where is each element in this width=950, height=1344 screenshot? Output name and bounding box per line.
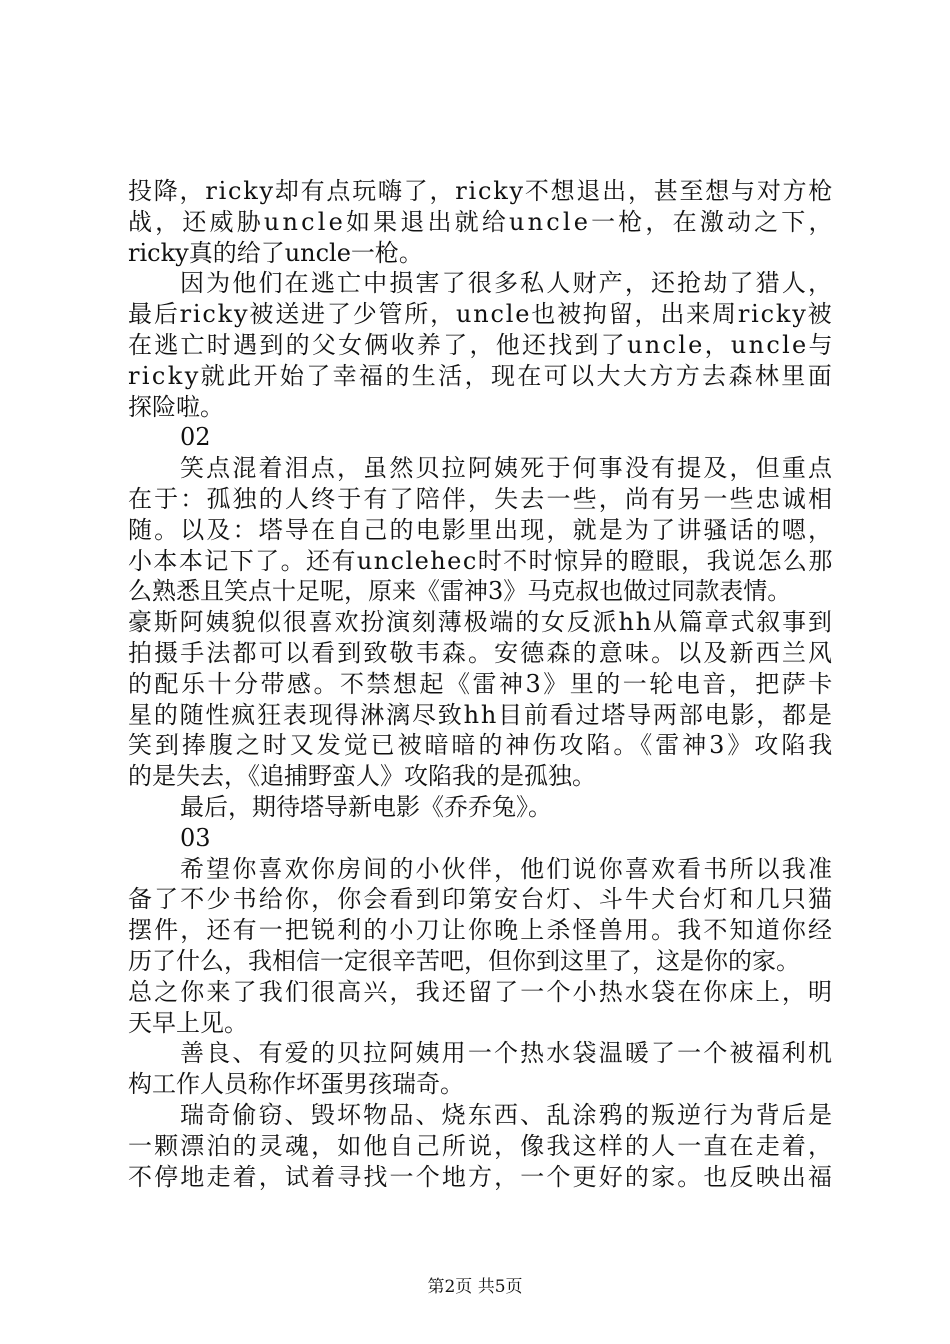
text-line: 希望你喜欢你房间的小伙伴，他们说你喜欢看书所以我准 [180, 854, 835, 883]
text-line: 构工作人员称作坏蛋男孩瑞奇。 [128, 1070, 464, 1099]
text-line: 么熟悉且笑点十足呢，原来《雷神3》马克叔也做过同款表情。 [128, 577, 792, 606]
text-line: 02 [180, 423, 211, 452]
text-line: 战，还威胁uncle如果退出就给uncle一枪，在激动之下， [128, 207, 836, 236]
text-line: 拍摄手法都可以看到致敬韦森。安德森的意味。以及新西兰风 [128, 638, 835, 667]
text-line: 最后，期待塔导新电影《乔乔兔》。 [180, 792, 552, 821]
text-line: 瑞奇偷窃、毁坏物品、烧东西、乱涂鸦的叛逆行为背后是 [180, 1100, 835, 1129]
text-line: 探险啦。 [128, 392, 224, 421]
text-line: 在于：孤独的人终于有了陪伴，失去一些，尚有另一些忠诚相 [128, 484, 835, 513]
text-line: ricky就此开始了幸福的生活，现在可以大大方方去森林里面 [128, 361, 835, 390]
text-line: 在逃亡时遇到的父女俩收养了，他还找到了uncle，uncle与 [128, 330, 835, 359]
text-line: 善良、有爱的贝拉阿姨用一个热水袋温暖了一个被福利机 [180, 1039, 835, 1068]
text-line: 因为他们在逃亡中损害了很多私人财产，还抢劫了猎人， [180, 269, 835, 298]
text-line: 投降，ricky却有点玩嗨了，ricky不想退出，甚至想与对方枪 [128, 177, 835, 205]
text-line: 豪斯阿姨貌似很喜欢扮演刻薄极端的女反派hh从篇章式叙事到 [128, 608, 834, 637]
text-line: 03 [180, 823, 211, 852]
text-line: 天早上见。 [128, 1008, 248, 1037]
text-line: 摆件，还有一把锐利的小刀让你晚上杀怪兽用。我不知道你经 [128, 916, 835, 945]
text-line: 小本本记下了。还有unclehec时不时惊异的瞪眼，我说怎么那 [128, 546, 834, 575]
text-line: 随。以及：塔导在自己的电影里出现，就是为了讲骚话的嗯， [128, 515, 835, 544]
page-footer: 第2页 共5页 [427, 1277, 523, 1297]
document-body [128, 176, 836, 1192]
text-line: 笑点混着泪点，虽然贝拉阿姨死于何事没有提及，但重点 [180, 454, 835, 483]
text-line: 笑到捧腹之时又发觉已被暗暗的神伤攻陷。《雷神3》攻陷我 [128, 731, 836, 760]
text-line: 不停地走着，试着寻找一个地方，一个更好的家。也反映出福 [128, 1162, 835, 1191]
text-line: 一颗漂泊的灵魂，如他自己所说，像我这样的人一直在走着， [128, 1131, 835, 1160]
text-line: 历了什么，我相信一定很辛苦吧，但你到这里了，这是你的家。 [128, 946, 800, 975]
text-line: 的是失去，《追捕野蛮人》攻陷我的是孤独。 [128, 762, 596, 791]
text-line: 的配乐十分带感。不禁想起《雷神3》里的一轮电音，把萨卡 [128, 669, 835, 698]
text-line: ricky真的给了uncle一枪。 [128, 238, 423, 267]
text-line: 最后ricky被送进了少管所，uncle也被拘留，出来周ricky被 [128, 300, 834, 329]
text-line: 总之你来了我们很高兴，我还留了一个小热水袋在你床上，明 [128, 977, 835, 1006]
text-line: 备了不少书给你，你会看到印第安台灯、斗牛犬台灯和几只猫 [128, 885, 835, 914]
text-line: 星的随性疯狂表现得淋漓尽致hh目前看过塔导两部电影，都是 [128, 700, 834, 729]
